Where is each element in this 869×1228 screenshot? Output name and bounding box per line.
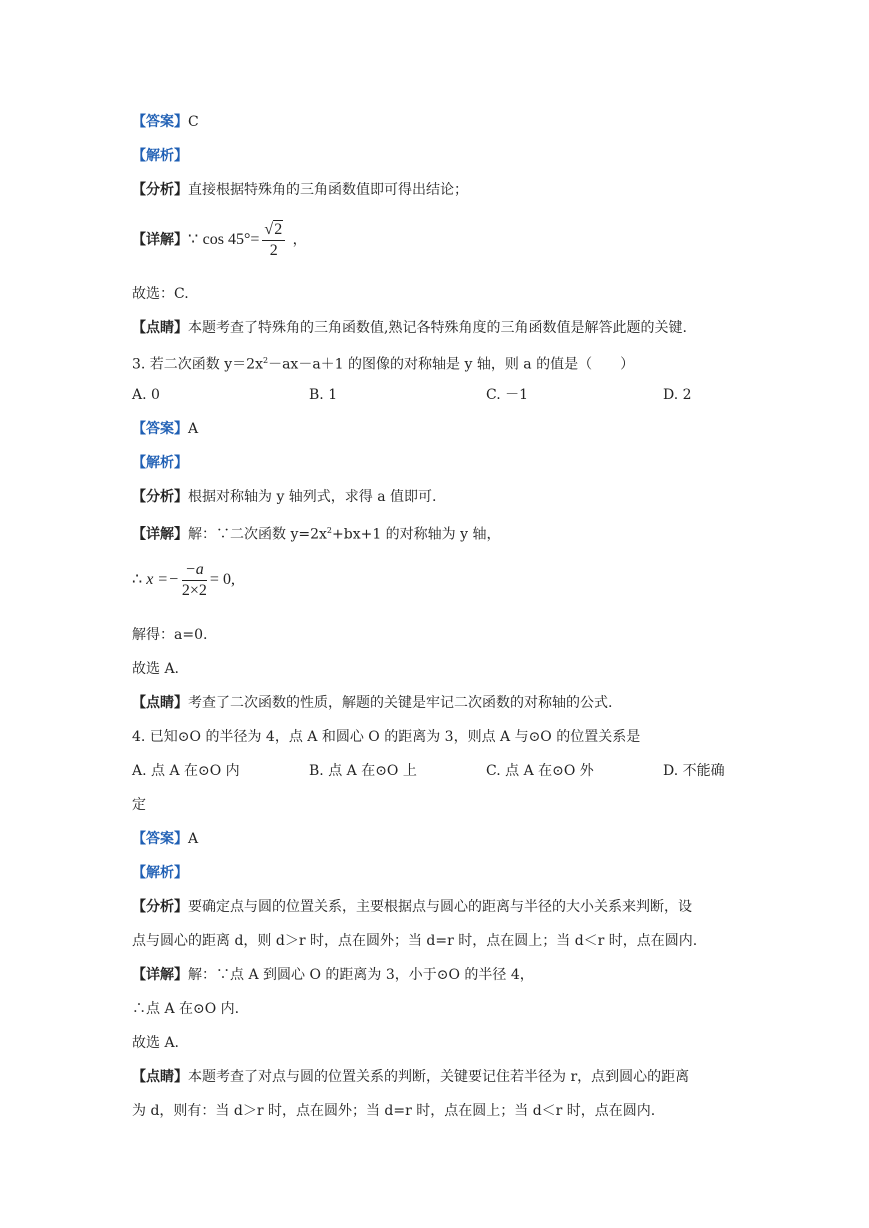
dianjing-line-q4-cont: 为 d，则有：当 d＞r 时，点在圆外；当 d=r 时，点在圆上；当 d＜r 时，点在圆内. (132, 1103, 656, 1119)
dianjing-tag: 【点睛】 (132, 1069, 188, 1085)
fenxi-text: 根据对称轴为 y 轴列式，求得 a 值即可. (188, 489, 437, 505)
because-symbol: ∵ (188, 231, 199, 248)
fraction-denominator: 2×2 (181, 581, 207, 599)
xiangjie-tag: 【详解】 (132, 526, 188, 543)
xiangjie-line-q3 (132, 522, 501, 544)
fraction-numerator (262, 220, 285, 241)
trailing-comma: ， (292, 232, 307, 248)
dianjing-tag: 【点睛】 (132, 695, 188, 711)
jiede-line-q3: 解得：a=0. (132, 627, 208, 643)
therefore-symbol: ∴ (132, 571, 143, 588)
axis-fraction (182, 560, 207, 601)
equals-sign: = (250, 231, 260, 248)
xiangjie-text: 解：∵点 A 到圆心 O 的距离为 3，小于⊙O 的半径 4， (188, 967, 534, 983)
fenxi-tag: 【分析】 (132, 899, 188, 915)
q3-option-a: A. 0 (132, 387, 160, 403)
fraction-tail: = 0, (209, 571, 235, 588)
q4-option-d-wrap: 定 (132, 797, 146, 813)
stem-superscript: 2 (262, 356, 269, 365)
axis-formula-q3 (132, 558, 235, 602)
answer-value: C (188, 114, 199, 130)
fenxi-line-q2 (132, 181, 468, 199)
question-3-stem (132, 352, 634, 374)
xiangjie-line-q4 (132, 966, 534, 984)
xiangjie-line-q2 (132, 218, 307, 262)
answer-line-q4 (132, 830, 198, 848)
analysis-tag: 【解析】 (132, 865, 188, 881)
sqrt-sign: √ (264, 220, 274, 238)
answer-line-q2 (132, 113, 199, 131)
analysis-heading-q4 (132, 864, 188, 882)
dianjing-line-q2 (132, 319, 687, 337)
xiangjie-part-a: 解：∵二次函数 y=2x (188, 526, 327, 543)
guxuan-line-q3: 故选 A. (132, 661, 180, 677)
sqrt-radicand: 2 (274, 220, 283, 238)
q4-option-c: C. 点 A 在⊙O 外 (486, 763, 594, 779)
fraction-denominator: 2 (269, 241, 278, 259)
stem-part-a: 3. 若二次函数 y＝2x (132, 356, 263, 373)
analysis-heading-q3 (132, 454, 188, 472)
q3-option-d: D. 2 (663, 387, 692, 403)
dianjing-line-q3 (132, 694, 612, 712)
answer-value: A (188, 421, 199, 437)
q4-option-b: B. 点 A 在⊙O 上 (309, 763, 417, 779)
fenxi-tag: 【分析】 (132, 182, 188, 198)
xiangjie-part-b: +bx+1 的对称轴为 y 轴， (332, 526, 501, 543)
fenxi-text: 要确定点与圆的位置关系，主要根据点与圆心的距离与半径的大小关系来判断，设 (188, 899, 692, 915)
answer-tag: 【答案】 (132, 421, 188, 437)
q4-option-d: D. 不能确 (663, 763, 725, 779)
guxuan-line-q4: 故选 A. (132, 1035, 180, 1051)
answer-value: A (188, 831, 199, 847)
question-4-stem: 4. 已知⊙O 的半径为 4，点 A 和圆心 O 的距离为 3，则点 A 与⊙O 的位置关系是 (132, 729, 641, 745)
dianjing-line-q4 (132, 1068, 689, 1086)
answer-tag: 【答案】 (132, 114, 188, 130)
fenxi-line-q4-cont: 点与圆心的距离 d，则 d＞r 时，点在圆外；当 d=r 时，点在圆上；当 d＜r 时，点在圆内. (132, 933, 698, 949)
conclusion-line-q4: ∴点 A 在⊙O 内. (132, 1001, 240, 1017)
cos-expression: cos 45° (202, 231, 251, 248)
x-equals: x =− (146, 571, 179, 588)
analysis-tag: 【解析】 (132, 455, 188, 471)
guxuan-line-q2: 故选：C. (132, 286, 189, 302)
analysis-heading-q2 (132, 147, 188, 165)
sqrt2-over-2-fraction (262, 220, 285, 261)
q3-option-c: C. －1 (486, 387, 529, 403)
xiangjie-tag: 【详解】 (132, 232, 188, 248)
answer-tag: 【答案】 (132, 831, 188, 847)
dianjing-text: 本题考查了对点与圆的位置关系的判断，关键要记住若半径为 r，点到圆心的距离 (188, 1069, 690, 1085)
xiangjie-tag: 【详解】 (132, 967, 188, 983)
fenxi-text: 直接根据特殊角的三角函数值即可得出结论； (188, 182, 468, 198)
q3-option-b: B. 1 (309, 387, 338, 403)
dianjing-text: 本题考查了特殊角的三角函数值,熟记各特殊角度的三角函数值是解答此题的关键. (188, 320, 687, 336)
analysis-tag: 【解析】 (132, 148, 188, 164)
fenxi-line-q3 (132, 488, 437, 506)
fenxi-tag: 【分析】 (132, 489, 188, 505)
q4-option-a: A. 点 A 在⊙O 内 (132, 763, 240, 779)
stem-part-b: －ax－a＋1 的图像的对称轴是 y 轴，则 a 的值是（ ） (268, 356, 635, 373)
dianjing-text: 考查了二次函数的性质，解题的关键是牢记二次函数的对称轴的公式. (188, 695, 613, 711)
dianjing-tag: 【点睛】 (132, 320, 188, 336)
fenxi-line-q4 (132, 898, 692, 916)
fraction-numerator: −a (182, 560, 207, 581)
answer-line-q3 (132, 420, 198, 438)
xiangjie-superscript: 2 (326, 526, 332, 535)
